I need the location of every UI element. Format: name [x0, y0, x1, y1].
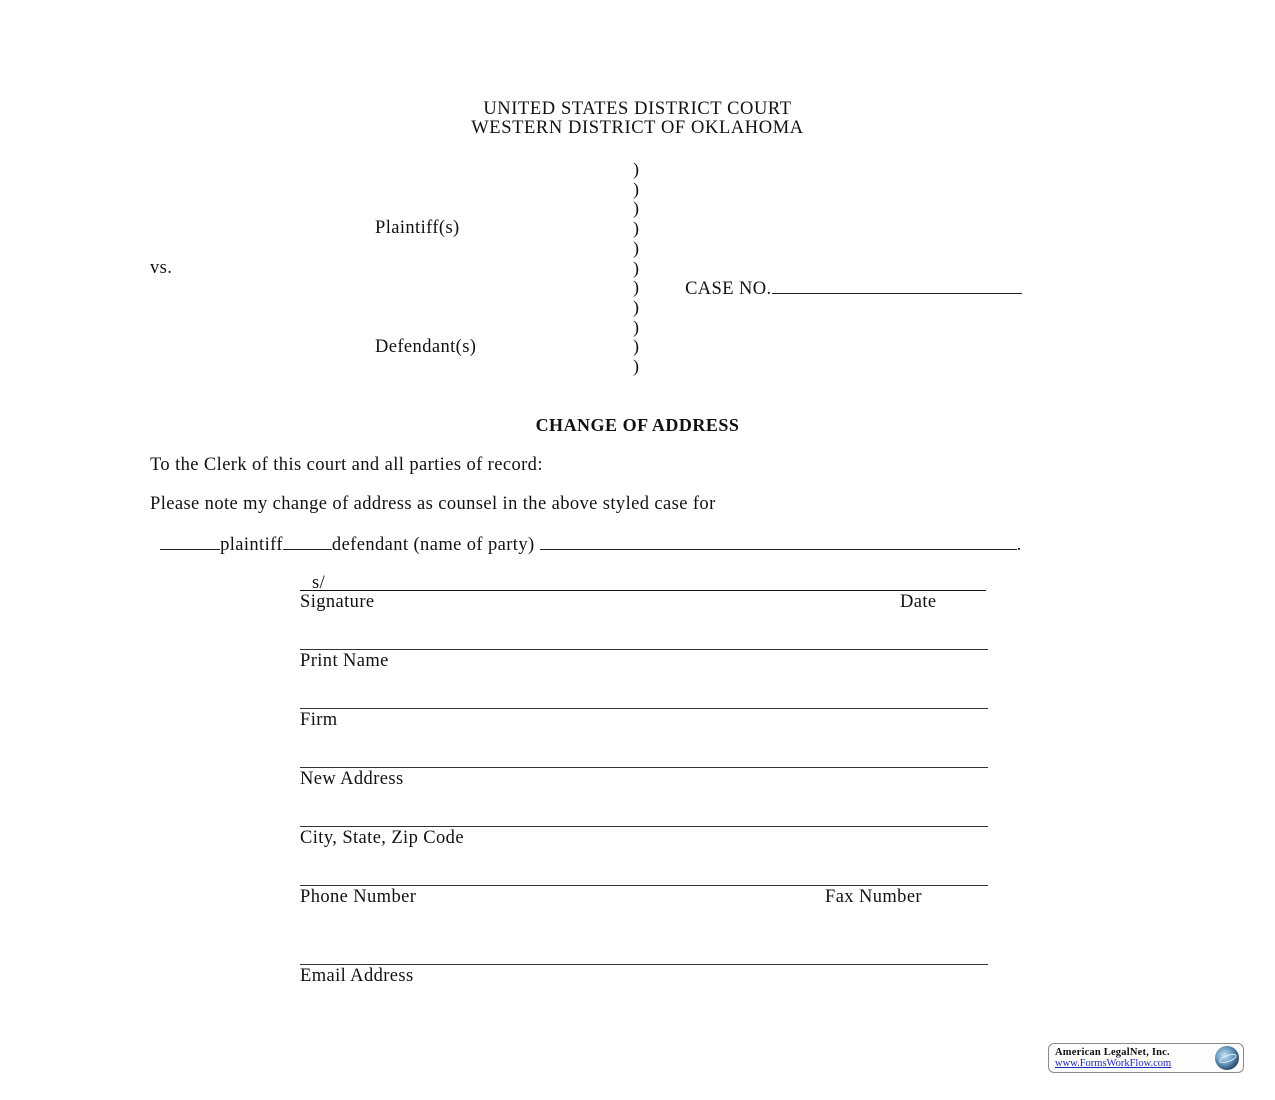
phone-fax-line[interactable]	[300, 885, 988, 886]
party-selection-line	[150, 514, 1022, 555]
caption-paren: )	[633, 198, 639, 219]
globe-icon	[1215, 1046, 1239, 1070]
caption-paren: )	[633, 237, 639, 258]
email-address-label: Email Address	[300, 966, 414, 986]
plaintiff-option-label: plaintiff	[220, 535, 283, 555]
footer-badge[interactable]	[1048, 1043, 1244, 1073]
signature-prefix: s/	[312, 573, 326, 593]
fax-number-label: Fax Number	[825, 887, 922, 907]
case-number-label: CASE NO.	[685, 279, 772, 299]
case-number-field	[675, 258, 1022, 299]
firm-label: Firm	[300, 710, 338, 730]
signature-line[interactable]	[300, 590, 986, 591]
caption-parentheses-column	[633, 160, 639, 377]
notice-text: Please note my change of address as counsel in the above styled case for	[150, 494, 716, 514]
email-line[interactable]	[300, 964, 988, 965]
party-name-label: (name of party)	[413, 535, 535, 555]
city-state-zip-line[interactable]	[300, 826, 988, 827]
caption-paren: )	[633, 336, 639, 357]
phone-number-label: Phone Number	[300, 887, 417, 907]
versus-label: vs.	[150, 258, 173, 278]
document-title: CHANGE OF ADDRESS	[535, 415, 740, 435]
new-address-label: New Address	[300, 769, 404, 789]
plaintiff-check-blank[interactable]	[160, 534, 220, 550]
caption-paren: )	[633, 296, 639, 317]
print-name-line[interactable]	[300, 649, 988, 650]
caption-paren: )	[633, 277, 639, 298]
defendant-option-label: defendant	[331, 535, 409, 555]
caption-paren: )	[633, 356, 639, 377]
new-address-line[interactable]	[300, 767, 988, 768]
company-name: American LegalNet, Inc.	[1055, 1047, 1170, 1058]
website-link[interactable]: www.FormsWorkFlow.com	[1055, 1058, 1172, 1069]
firm-line[interactable]	[300, 708, 988, 709]
defendant-check-blank[interactable]	[283, 534, 332, 550]
caption-paren: )	[633, 257, 639, 278]
caption-paren: )	[633, 178, 639, 199]
defendant-label: Defendant(s)	[375, 337, 477, 357]
print-name-label: Print Name	[300, 651, 389, 671]
district-name: WESTERN DISTRICT OF OKLAHOMA	[471, 118, 804, 138]
salutation: To the Clerk of this court and all parties of record:	[150, 455, 543, 475]
party-name-blank[interactable]	[540, 534, 1017, 550]
court-name: UNITED STATES DISTRICT COURT	[483, 99, 792, 119]
signature-label: Signature	[300, 592, 375, 612]
date-label: Date	[900, 592, 937, 612]
case-number-blank[interactable]	[772, 278, 1022, 294]
caption-paren: )	[633, 159, 639, 179]
plaintiff-label: Plaintiff(s)	[375, 218, 460, 238]
city-state-zip-label: City, State, Zip Code	[300, 828, 464, 848]
caption-paren: )	[633, 218, 639, 239]
caption-paren: )	[633, 316, 639, 337]
period: .	[1016, 535, 1022, 555]
